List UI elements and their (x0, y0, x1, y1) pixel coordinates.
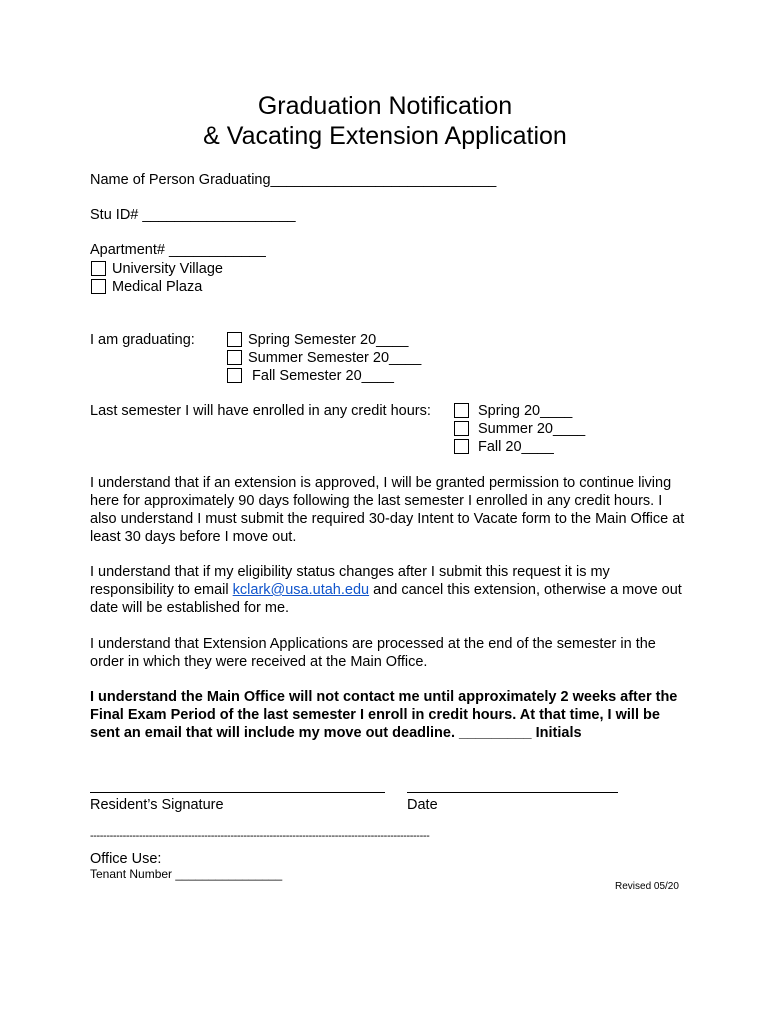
last-summer-checkbox[interactable] (454, 421, 469, 436)
fall-semester-checkbox[interactable] (227, 368, 242, 383)
date-line[interactable] (407, 792, 618, 793)
summer-semester-label: Summer Semester 20____ (248, 350, 422, 366)
spring-semester-checkbox[interactable] (227, 332, 242, 347)
date-label: Date (407, 797, 438, 813)
paragraph-eligibility-text-before: I understand that if my eligibility status changes after I submit this request it is my responsibility to email (90, 564, 610, 598)
medical-plaza-checkbox[interactable] (91, 279, 106, 294)
office-divider: -------------------------------------------------------------------------------------------------------- (90, 830, 430, 842)
revised-date: Revised 05/20 (615, 881, 679, 892)
apartment-field[interactable]: Apartment# ____________ (90, 242, 266, 258)
medical-plaza-label: Medical Plaza (112, 279, 203, 295)
last-semester-label: Last semester I will have enrolled in any credit hours: (90, 403, 431, 419)
paragraph-processing-order: I understand that Extension Applications are processed at the end of the semester in the order in which they were received at the Main Office. (90, 636, 656, 670)
summer-semester-checkbox[interactable] (227, 350, 242, 365)
spring-semester-label: Spring Semester 20____ (248, 332, 409, 348)
resident-signature-label: Resident’s Signature (90, 797, 224, 813)
email-link[interactable]: kclark@usa.utah.edu (232, 582, 370, 598)
signature-line[interactable] (90, 792, 385, 793)
last-spring-label: Spring 20____ (478, 403, 573, 419)
university-village-label: University Village (112, 261, 223, 277)
paragraph-main-office-contact: I understand the Main Office will not contact me until approximately 2 weeks after the Final Exam Period of the last semester I enroll in credit hours. At that time, I will be sent an email that will include my move out deadline. _________ Initials (90, 689, 678, 741)
name-of-person-field[interactable]: Name of Person Graduating____________________________ (90, 172, 497, 188)
last-spring-checkbox[interactable] (454, 403, 469, 418)
university-village-checkbox[interactable] (91, 261, 106, 276)
last-summer-label: Summer 20____ (478, 421, 586, 437)
title-line-1: Graduation Notification (257, 92, 513, 120)
last-fall-checkbox[interactable] (454, 439, 469, 454)
title-line-2: & Vacating Extension Application (203, 122, 567, 150)
tenant-number-field[interactable]: Tenant Number ________________ (90, 867, 283, 881)
fall-semester-label: Fall Semester 20____ (248, 368, 394, 384)
stu-id-field[interactable]: Stu ID# ___________________ (90, 207, 296, 223)
paragraph-extension-approval: I understand that if an extension is approved, I will be granted permission to continue living here for approximately 90 days following the last semester I enrolled in any credit hours. I also understand I must submit the required 30-day Intent to Vacate form to the Main Office at least 30 days before I move out. (90, 475, 685, 545)
last-fall-label: Fall 20____ (478, 439, 554, 455)
paragraph-eligibility-status (90, 563, 690, 617)
paragraph-eligibility-text-after: and cancel this extension, otherwise a move out date will be established for me. (90, 582, 682, 616)
graduating-label: I am graduating: (90, 332, 195, 348)
office-use-label: Office Use: (90, 851, 162, 867)
